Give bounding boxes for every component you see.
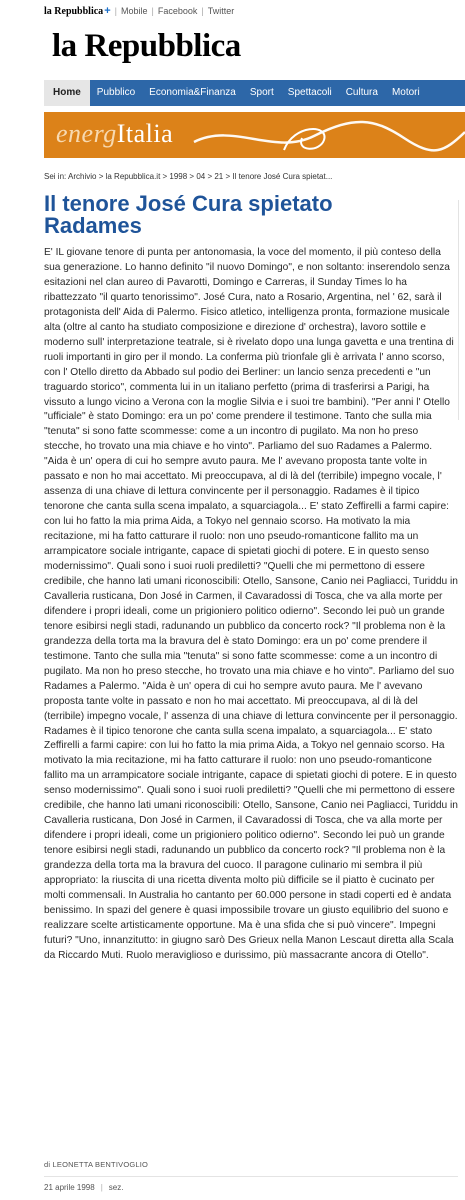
nav-item-pubblico[interactable]: Pubblico [96,87,136,98]
nav-item-economia-finanza[interactable]: Economia&Finanza [149,87,236,98]
nav-item-spettacoli[interactable]: Spettacoli [287,87,332,98]
article-footer [44,1183,123,1192]
article-byline: di LEONETTA BENTIVOGLIO [44,1160,149,1169]
banner-text-energ: energ [56,119,117,148]
sidebar-divider [458,200,459,420]
banner-text-italia: Italia [116,119,174,148]
section-link[interactable]: sez. [108,1183,124,1192]
divider: | [201,6,204,16]
nav-item-cultura[interactable]: Cultura [345,87,378,98]
nav-item-sport[interactable]: Sport [249,87,274,98]
ad-banner[interactable] [44,112,465,158]
divider: | [151,6,154,16]
brand-small-logo[interactable]: la Repubblica [44,5,104,17]
top-links-bar [44,4,234,18]
twitter-link[interactable]: Twitter [207,6,235,16]
publish-date: 21 aprile 1998 [44,1183,95,1192]
main-nav [44,80,465,106]
footer-divider [44,1176,458,1177]
article-headline: Il tenore José Cura spietato Radames [44,191,333,238]
article-body: E' IL giovane tenore di punta per antonomasia, la voce del momento, il più conteso della sua generazione. Lo hanno definito "il nuovo Domingo", e non soltanto: inserendolo senza esitazioni nel clan aureo di Pavarotti, Domingo e Carreras, il Sunday Times lo ha ribattezzato "il quarto tenorissimo". José Cura, nato a Rosario, Argentina, nel ' 62, sarà il protagonista dell' Aida di Palermo. Fisico atletico, intelligenza pronta, formazione musicale alta (oltre al canto ha studiato composizione e direzione d' orchestra), lavoro sottile e moderno sull' interpretazione teatrale, si è rivelato dopo una lunga gavetta e una trentina di ruoli importanti in giro per il mondo. La conferma più trionfale gli è arrivata l' anno scorso, con l' Otello diretto da Abbado sul podio dei Berliner: un lancio senza precedenti e "un traguardo storico", commenta lui in un italiano perfetto (prima di trasferirsi a Parigi, ha vissuto a lungo vicino a Verona con la moglie Silvia e i suoi tre bambini). "Per anni l' Otello "ufficiale" è stato Domingo: era un po' come prendere il testimone. Tanto che sulla mia "tenuta" si sono fatte scommesse: come a un incontro di pugilato. Ma non ho preso stecche, ho trovato una mia chiave e ho vinto". Parliamo del suo Radames a Palermo. "Aida è un' opera di cui ho sempre avuto paura. Me l' avevano proposta tante volte in passato e non ho mai accettato. Mi preoccupava, al di là del (terribile) impegno vocale, l' assenza di una chiave di lettura convincente per il personaggio. Radames è il tipico tenorone che canta sulla scena impalato, a squarciagola... E' stato Zeffirelli a farmi capire: con lui ho fatto la mia prima Aida, a Tokyo nel gennaio scorso. Ha motivato la mia recitazione, mi ha fatto catturare il ruolo: non uno pseudo-romanticone fallito ma un arrampicatore sociale intrigante, capace di spietati giochi di potere. E in questo senso modernissimo". Quali sono i suoi ruoli prediletti? "Quelli che mi permettono di essere credibile, che hanno lati umani riconoscibili: Otello, Sansone, Canio nei Pagliacci, Turiddu in Cavalleria rusticana, Don José in Carmen, il Cavaradossi di Tosca, che va alla morte per difendere i propri ideali, come un prigioniero politico odierno". Secondo lei può un grande tenore esibirsi negli stadi, radunando un pubblico da concerto rock? "Il problema non è la grandezza della torta ma la bravura del è stato Domingo: era un po' come prendere il testimone. Tanto che sulla mia "tenuta" si sono fatte scommesse: come a un incontro di pugilato. Ma non ho preso stecche, ho trovato una mia chiave e ho vinto". Parliamo del suo Radames a Palermo. "Aida è un' opera di cui ho sempre avuto paura. Me l' avevano proposta tante volte in passato e non ho mai accettato. Mi preoccupava, al di là del (terribile) impegno vocale, l' assenza di una chiave di lettura convincente per il personaggio. Radames è il tipico tenorone che canta sulla scena impalato, a squarciagola... E' stato Zeffirelli a farmi capire: con lui ho fatto la mia prima Aida, a Tokyo nel gennaio scorso. Ha motivato la mia recitazione, mi ha fatto catturare il ruolo: non uno pseudo-romanticone fallito ma un arrampicatore sociale intrigante, capace di spietati giochi di potere. E in questo senso modernissimo". Quali sono i suoi ruoli prediletti? "Quelli che mi permettono di essere credibile, che hanno lati umani riconoscibili: Otello, Sansone, Canio nei Pagliacci, Turiddu in Cavalleria rusticana, Don José in Carmen, il Cavaradossi di Tosca, che va alla morte per difendere i propri ideali, come un prigioniero politico odierno". Secondo lei può un grande tenore esibirsi negli stadi, radunando un pubblico da concerto rock? "Il problema non è la grandezza della torta ma la bravura del cuoco. Il paragone culinario mi sembra il più appropriato: la riuscita di una ricetta diventa molto più difficile se il piatto è cucinato per molti commensali. In Australia ho cantanto per 60.000 persone in stadi coperti ed è andata benissimo. In spazi del genere è quasi impossibile trovare un giusto equilibrio del suono e realizzare scelte artisticamente opportune. Ma è una sfida che si può vincere". Impegni futuri? "Uno, innanzitutto: in giugno sarò Des Grieux nella Manon Lescaut diretta alla Scala da Riccardo Muti. Ruolo meraviglioso e durissimo, più massacrante ancora di Otello". [44,247,458,961]
masthead-logo[interactable]: la Repubblica [52,28,241,64]
mobile-link[interactable]: Mobile [120,6,148,16]
facebook-link[interactable]: Facebook [157,6,198,16]
breadcrumb[interactable]: Sei in: Archivio > la Repubblica.it > 1998 > 04 > 21 > Il tenore José Cura spietat... [44,172,333,181]
nav-item-motori[interactable]: Motori [391,87,420,98]
divider: | [100,1183,103,1192]
nav-item-home[interactable]: Home [44,80,90,106]
divider: | [114,6,117,16]
plus-icon: + [104,5,111,17]
banner-title [56,118,173,150]
